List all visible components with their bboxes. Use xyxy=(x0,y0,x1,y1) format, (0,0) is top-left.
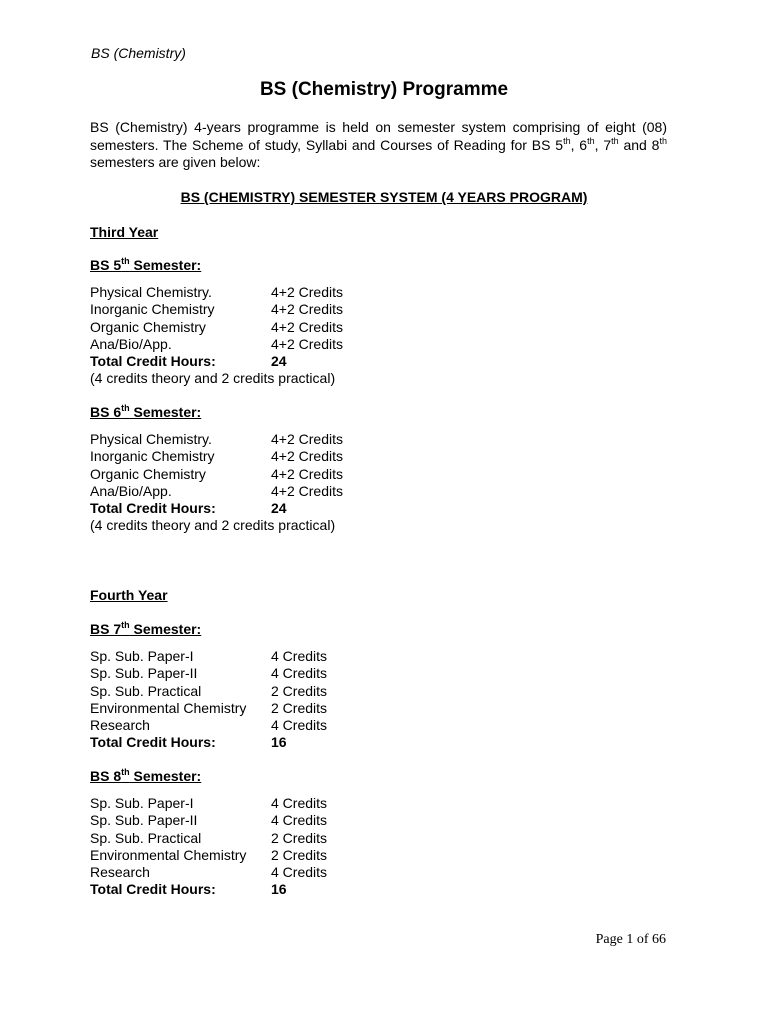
sem6-heading xyxy=(90,404,201,420)
course-credits: 2 Credits xyxy=(271,829,328,846)
course-name: Ana/Bio/App. xyxy=(90,335,172,352)
section-subtitle: BS (CHEMISTRY) SEMESTER SYSTEM (4 YEARS PROGRAM) xyxy=(180,189,588,205)
course-name: Sp. Sub. Paper-I xyxy=(90,648,194,664)
course-name: Environmental Chemistry xyxy=(90,846,247,863)
intro-sup-2: th xyxy=(587,135,595,146)
course-name: Environmental Chemistry xyxy=(90,699,247,716)
third-year-heading: Third Year xyxy=(90,224,159,240)
course-row xyxy=(90,301,490,318)
intro-sep-2: , 7 xyxy=(594,136,612,153)
course-credits: 4+2 Credits xyxy=(271,301,343,318)
running-head: BS (Chemistry) xyxy=(91,45,186,61)
course-name: Sp. Sub. Paper-II xyxy=(90,665,198,682)
course-name: Sp. Sub. Paper-I xyxy=(90,795,194,811)
total-row xyxy=(90,353,490,370)
course-name: Research xyxy=(90,717,150,734)
course-row xyxy=(90,336,490,353)
course-credits: 4+2 Credits xyxy=(271,318,343,335)
total-label: Total Credit Hours: xyxy=(90,500,216,517)
total-value: 24 xyxy=(271,500,287,517)
sem6-course-list xyxy=(90,431,490,535)
intro-paragraph xyxy=(90,119,667,172)
sem6-prefix: BS 6 xyxy=(90,404,122,420)
course-name: Physical Chemistry. xyxy=(90,284,212,300)
course-credits: 4+2 Credits xyxy=(271,284,343,300)
intro-sup-1: th xyxy=(563,135,571,146)
sem7-suffix: Semester: xyxy=(129,621,202,637)
course-row xyxy=(90,864,490,881)
course-row xyxy=(90,795,490,812)
sem8-prefix: BS 8 xyxy=(90,768,122,784)
sem8-sup: th xyxy=(121,767,130,777)
course-name: Physical Chemistry. xyxy=(90,431,212,447)
total-row xyxy=(90,734,490,751)
course-credits: 4+2 Credits xyxy=(271,465,343,482)
course-row xyxy=(90,431,490,448)
course-credits: 4+2 Credits xyxy=(271,448,343,465)
course-name: Sp. Sub. Paper-II xyxy=(90,812,198,829)
course-row xyxy=(90,284,490,301)
total-row xyxy=(90,500,490,517)
course-credits: 4+2 Credits xyxy=(271,335,343,352)
course-row xyxy=(90,830,490,847)
sem8-course-list xyxy=(90,795,490,899)
course-row xyxy=(90,717,490,734)
course-row xyxy=(90,448,490,465)
intro-sep-1: , 6 xyxy=(570,136,588,153)
course-row xyxy=(90,812,490,829)
credits-note: (4 credits theory and 2 credits practical) xyxy=(90,370,336,387)
credits-note: (4 credits theory and 2 credits practical) xyxy=(90,517,336,534)
page-number: Page 1 of 66 xyxy=(595,932,666,947)
sem7-sup: th xyxy=(121,620,130,630)
course-row xyxy=(90,665,490,682)
total-value: 24 xyxy=(271,353,287,370)
course-credits: 4+2 Credits xyxy=(271,431,343,447)
course-name: Organic Chemistry xyxy=(90,318,206,335)
course-row xyxy=(90,319,490,336)
course-name: Ana/Bio/App. xyxy=(90,482,172,499)
course-name: Sp. Sub. Practical xyxy=(90,682,202,699)
course-credits: 4 Credits xyxy=(271,717,328,734)
course-credits: 4 Credits xyxy=(271,812,328,829)
course-name: Research xyxy=(90,864,150,881)
sem5-sup: th xyxy=(121,256,130,266)
course-credits: 2 Credits xyxy=(271,699,328,716)
total-row xyxy=(90,881,490,898)
sem6-suffix: Semester: xyxy=(129,404,202,420)
fourth-year-heading: Fourth Year xyxy=(90,587,168,603)
page-title: BS (Chemistry) Programme xyxy=(259,79,509,100)
course-credits: 4 Credits xyxy=(271,795,328,811)
course-credits: 4 Credits xyxy=(271,648,328,664)
course-credits: 4 Credits xyxy=(271,864,328,881)
course-name: Inorganic Chemistry xyxy=(90,448,215,465)
course-row xyxy=(90,700,490,717)
course-row xyxy=(90,466,490,483)
sem8-heading xyxy=(90,768,201,784)
course-name: Organic Chemistry xyxy=(90,465,206,482)
total-value: 16 xyxy=(271,734,287,751)
total-label: Total Credit Hours: xyxy=(90,881,216,898)
course-name: Inorganic Chemistry xyxy=(90,301,215,318)
sem6-sup: th xyxy=(121,403,130,413)
course-row xyxy=(90,683,490,700)
course-credits: 4+2 Credits xyxy=(271,482,343,499)
sem5-prefix: BS 5 xyxy=(90,257,122,273)
intro-sup-4: th xyxy=(659,135,667,146)
intro-text-1: BS (Chemistry) 4-years programme is held on semester system comprising of eight (08) semesters. The Scheme of study, Syllabi and Courses of Reading for BS 5 xyxy=(90,119,667,153)
intro-sup-3: th xyxy=(611,135,619,146)
course-credits: 4 Credits xyxy=(271,665,328,682)
sem5-heading xyxy=(90,257,201,273)
sem5-course-list xyxy=(90,284,490,388)
sem7-heading xyxy=(90,621,201,637)
course-row xyxy=(90,648,490,665)
intro-text-2: semesters are given below: xyxy=(90,154,261,170)
sem7-course-list xyxy=(90,648,490,752)
total-value: 16 xyxy=(271,881,287,898)
intro-sep-3: and 8 xyxy=(618,136,660,153)
course-credits: 2 Credits xyxy=(271,846,328,863)
sem5-suffix: Semester: xyxy=(129,257,202,273)
course-row xyxy=(90,483,490,500)
course-row xyxy=(90,847,490,864)
total-label: Total Credit Hours: xyxy=(90,353,216,370)
sem7-prefix: BS 7 xyxy=(90,621,122,637)
sem8-suffix: Semester: xyxy=(129,768,202,784)
total-label: Total Credit Hours: xyxy=(90,734,216,751)
course-credits: 2 Credits xyxy=(271,682,328,699)
course-name: Sp. Sub. Practical xyxy=(90,829,202,846)
